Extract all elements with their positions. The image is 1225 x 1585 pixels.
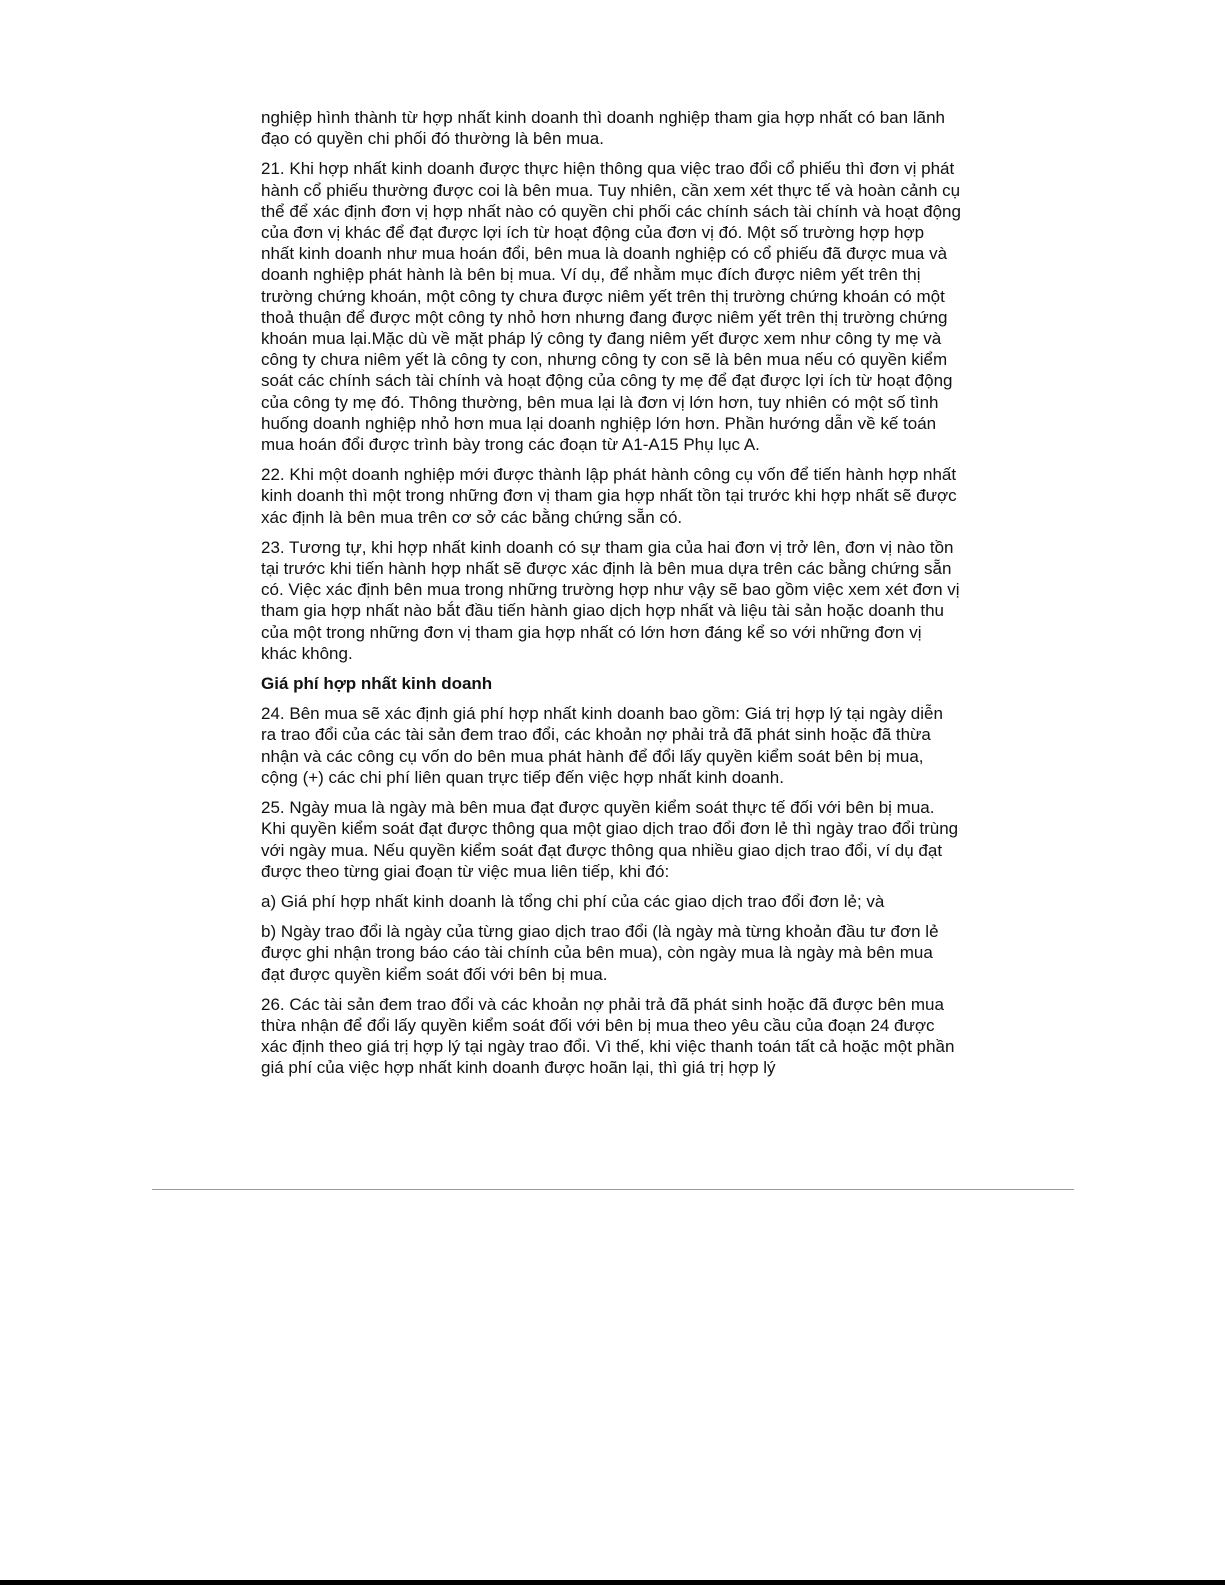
document-body [261,107,961,1088]
paragraph-24: 24. Bên mua sẽ xác định giá phí hợp nhất kinh doanh bao gồm: Giá trị hợp lý tại ngày diễn ra trao đổi của các tài sản đem trao đổi, các khoản nợ phải trả đã phát sinh hoặc đã thừa nhận và các công cụ vốn do bên mua phát hành để đổi lấy quyền kiểm soát bên bị mua, cộng (+) các chi phí liên quan trực tiếp đến việc hợp nhất kinh doanh. [261,704,943,787]
paragraph-25: 25. Ngày mua là ngày mà bên mua đạt được quyền kiểm soát thực tế đối với bên bị mua. Khi quyền kiểm soát đạt được thông qua một giao dịch trao đổi đơn lẻ thì ngày trao đổi trùng với ngày mua. Nếu quyền kiểm soát đạt được thông qua nhiều giao dịch trao đổi, ví dụ đạt được theo từng giai đoạn từ việc mua liên tiếp, khi đó: [261,798,959,881]
page-divider [152,1189,1074,1190]
paragraph-continuation: nghiệp hình thành từ hợp nhất kinh doanh thì doanh nghiệp tham gia hợp nhất có ban lãnh đạo có quyền chi phối đó thường là bên mua. [261,108,945,149]
paragraph-26: 26. Các tài sản đem trao đổi và các khoản nợ phải trả đã phát sinh hoặc đã được bên mua thừa nhận để đổi lấy quyền kiểm soát đối với bên bị mua theo yêu cầu của đoạn 24 được xác định theo giá trị hợp lý tại ngày trao đổi. Vì thế, khi việc thanh toán tất cả hoặc một phần giá phí của việc hợp nhất kinh doanh được hoãn lại, thì giá trị hợp lý [261,994,955,1078]
paragraph-25-b: b) Ngày trao đổi là ngày của từng giao dịch trao đổi (là ngày mà từng khoản đầu tư đơn lẻ được ghi nhận trong báo cáo tài chính của bên mua), còn ngày mua là ngày mà bên mua đạt được quyền kiểm soát đối với bên bị mua. [261,922,939,984]
section-heading: Giá phí hợp nhất kinh doanh [261,674,493,694]
paragraph-25-a: a) Giá phí hợp nhất kinh doanh là tổng chi phí của các giao dịch trao đổi đơn lẻ; và [261,891,885,911]
page-bottom-edge [0,1580,1225,1585]
paragraph-23: 23. Tương tự, khi hợp nhất kinh doanh có sự tham gia của hai đơn vị trở lên, đơn vị nào tồn tại trước khi tiến hành hợp nhất sẽ được xác định là bên mua dựa trên các bằng chứng sẵn có. Việc xác định bên mua trong những trường hợp như vậy sẽ bao gồm việc xem xét đơn vị tham gia hợp nhất nào bắt đầu tiến hành giao dịch hợp nhất và liệu tài sản hoặc doanh thu của một trong những đơn vị tham gia hợp nhất có lớn hơn đáng kể so với những đơn vị khác không. [261,537,960,663]
paragraph-22: 22. Khi một doanh nghiệp mới được thành lập phát hành công cụ vốn để tiến hành hợp nhất kinh doanh thì một trong những đơn vị tham gia hợp nhất tồn tại trước khi hợp nhất sẽ được xác định là bên mua trên cơ sở các bằng chứng sẵn có. [261,465,957,527]
paragraph-21: 21. Khi hợp nhất kinh doanh được thực hiện thông qua việc trao đổi cổ phiếu thì đơn vị phát hành cổ phiếu thường được coi là bên mua. Tuy nhiên, cần xem xét thực tế và hoàn cảnh cụ thể để xác định đơn vị hợp nhất nào có quyền chi phối các chính sách tài chính và hoạt động của đơn vị khác để đạt được lợi ích từ hoạt động của đơn vị đó. Một số trường hợp hợp nhất kinh doanh như mua hoán đổi, bên mua là doanh nghiệp có cổ phiếu đã được mua và doanh nghiệp phát hành là bên bị mua. Ví dụ, để nhằm mục đích được niêm yết trên thị trường chứng khoán, một công ty chưa được niêm yết trên thị trường chứng khoán có một thoả thuận để được một công ty nhỏ hơn nhưng đang được niêm yết trên thị trường chứng khoán mua lại.Mặc dù về mặt pháp lý công ty đang niêm yết được xem như công ty mẹ và công ty chưa niêm yết là công ty con, nhưng công ty con sẽ là bên mua nếu có quyền kiểm soát các chính sách tài chính và hoạt động của công ty mẹ để đạt được lợi ích từ hoạt động của công ty mẹ đó. Thông thường, bên mua lại là đơn vị lớn hơn, tuy nhiên có một số tình huống doanh nghiệp nhỏ hơn mua lại doanh nghiệp lớn hơn. Phần hướng dẫn về kế toán mua hoán đổi được trình bày trong các đoạn từ A1-A15 Phụ lục A. [261,159,961,455]
